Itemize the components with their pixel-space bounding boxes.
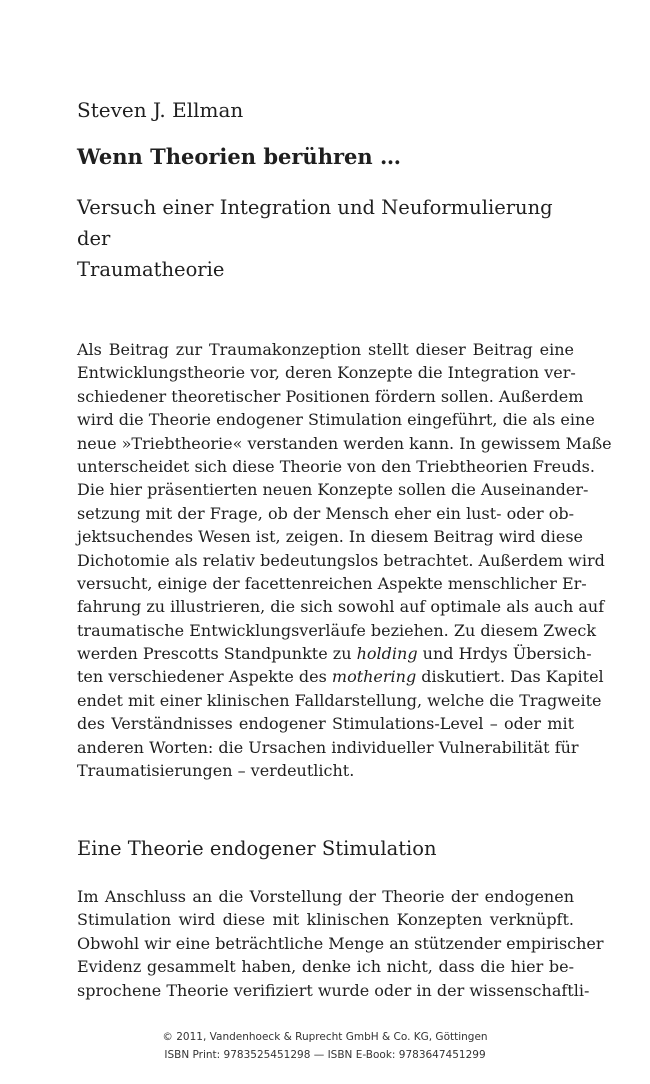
- isbn-notice: ISBN Print: 9783525451298 — ISBN E-Book: 9783647451299: [164, 1049, 486, 1061]
- chapter-author: Steven J. Ellman: [77, 98, 244, 122]
- body-line: Stimulation wird diese mit klinischen Konzepten verknüpft.: [77, 910, 574, 930]
- copyright-notice: © 2011, Vandenhoeck & Ruprecht GmbH & Co. KG, Göttingen: [162, 1031, 488, 1043]
- body-line: Evidenz gesammelt haben, denke ich nicht, dass die hier be-: [77, 957, 574, 977]
- abstract-line: wird die Theorie endogener Stimulation eingeführt, die als eine: [77, 410, 595, 430]
- abstract-line: Dichotomie als relativ bedeutungslos betrachtet. Außerdem wird: [77, 550, 605, 570]
- abstract-line: jektsuchendes Wesen ist, zeigen. In diesem Beitrag wird diese: [77, 527, 583, 547]
- abstract-line: setzung mit der Frage, ob der Mensch eher ein lust- oder ob-: [77, 503, 574, 523]
- section-heading: Eine Theorie endogener Stimulation: [77, 837, 437, 860]
- abstract-line: Traumatisierungen – verdeutlicht.: [77, 761, 355, 781]
- abstract-line: anderen Worten: die Ursachen individueller Vulnerabilität für: [77, 737, 579, 757]
- chapter-subtitle: [77, 192, 574, 285]
- abstract-line: fahrung zu illustrieren, die sich sowohl auf optimale als auch auf: [77, 597, 605, 617]
- emphasis-mothering: mothering: [331, 667, 417, 687]
- abstract-line: Als Beitrag zur Traumakonzeption stellt dieser Beitrag eine: [77, 340, 574, 359]
- body-paragraph: [77, 885, 604, 1002]
- abstract-text: ten verschiedener Aspekte des: [77, 667, 332, 687]
- body-line: Im Anschluss an die Vorstellung der Theorie der endogenen: [77, 887, 574, 906]
- abstract-text: diskutiert. Das Kapitel: [416, 667, 604, 687]
- abstract-line: schiedener theoretischer Positionen fördern sollen. Außerdem: [77, 386, 584, 406]
- abstract-line: versucht, einige der facettenreichen Aspekte menschlicher Er-: [77, 573, 587, 593]
- chapter-title: Wenn Theorien berühren …: [77, 144, 401, 169]
- chapter-subtitle-line: Traumatheorie: [77, 258, 225, 281]
- abstract-text: werden Prescotts Standpunkte zu: [77, 644, 357, 664]
- abstract-line: [77, 665, 604, 688]
- page-footer: [0, 1028, 650, 1064]
- abstract-line: neue »Triebtheorie« verstanden werden kann. In gewissem Maße: [77, 433, 612, 453]
- abstract-text: und Hrdys Übersich-: [417, 644, 592, 664]
- abstract-line: des Verständnisses endogener Stimulations-Level – oder mit: [77, 714, 574, 734]
- abstract-line: endet mit einer klinischen Falldarstellung, welche die Tragweite: [77, 690, 602, 710]
- abstract-line: Entwicklungstheorie vor, deren Konzepte die Integration ver-: [77, 363, 576, 383]
- emphasis-holding: holding: [356, 644, 418, 664]
- abstract-line: [77, 642, 592, 665]
- abstract-line: traumatische Entwicklungsverläufe beziehen. Zu diesem Zweck: [77, 620, 597, 640]
- abstract-line: unterscheidet sich diese Theorie von den Triebtheorien Freuds.: [77, 456, 595, 476]
- body-line: Obwohl wir eine beträchtliche Menge an stützender empirischer: [77, 933, 604, 953]
- body-line: sprochene Theorie verifiziert wurde oder in der wissenschaftli-: [77, 980, 590, 1000]
- abstract-line: Die hier präsentierten neuen Konzepte sollen die Auseinander-: [77, 480, 589, 500]
- abstract-paragraph: [77, 338, 612, 782]
- chapter-subtitle-line: Versuch einer Integration und Neuformulierung der: [77, 196, 553, 250]
